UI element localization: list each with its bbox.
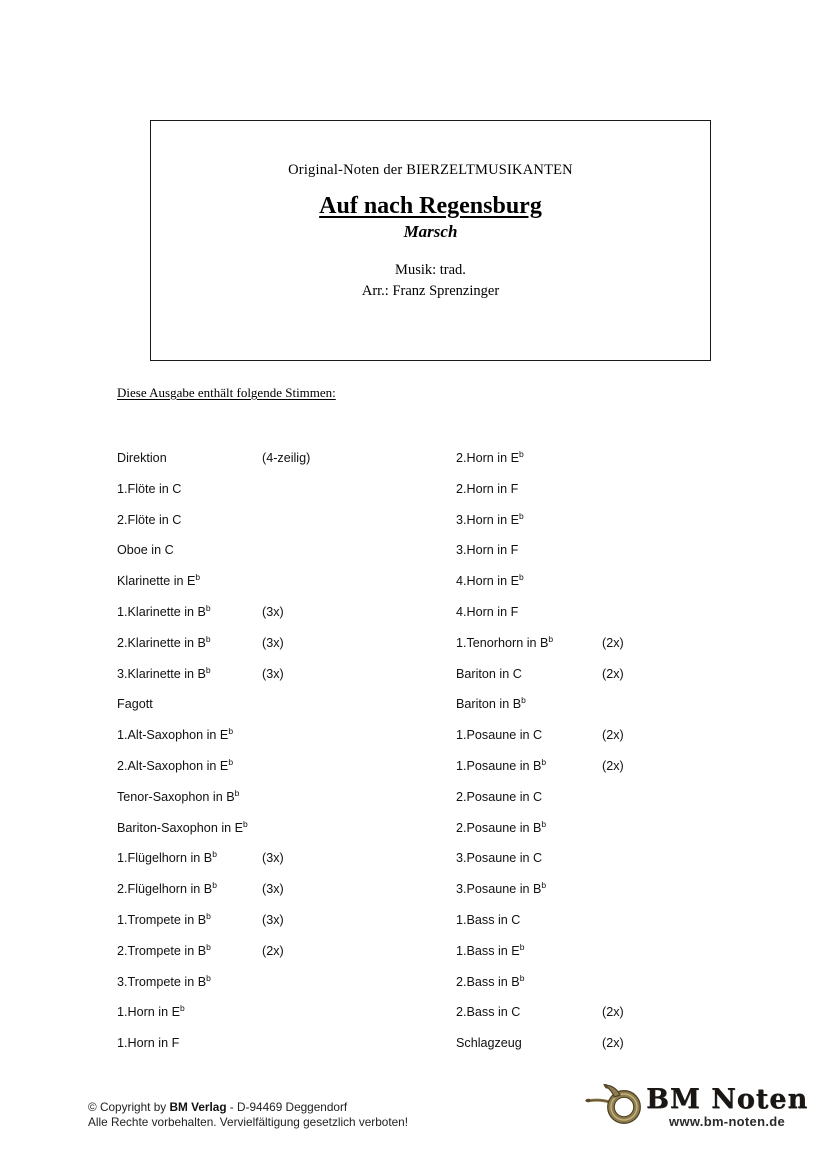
flat-superscript: b [195, 572, 201, 582]
part-label [117, 574, 262, 588]
part-row [456, 728, 796, 759]
flat-superscript: b [228, 725, 234, 736]
music-credit: Musik: trad. [395, 262, 466, 278]
part-row [117, 879, 456, 913]
part-note: (4-zeilig) [262, 451, 311, 465]
part-row [117, 818, 456, 852]
part-label [117, 941, 262, 958]
part-row [456, 448, 796, 482]
part-label [456, 879, 602, 897]
brass-horn-icon [584, 1084, 650, 1126]
flat-superscript: b [548, 633, 554, 644]
part-label-text: 2.Posaune in C [456, 789, 543, 804]
part-label [456, 510, 602, 527]
logo-url: www.bm-noten.de [669, 1114, 786, 1129]
part-label [117, 879, 262, 897]
part-label-text: 1.Horn in F [117, 1036, 180, 1051]
part-row [117, 513, 456, 544]
part-label [456, 543, 602, 557]
part-label [117, 543, 262, 557]
part-label-text: 3.Posaune in B [456, 882, 542, 897]
part-note: (3x) [262, 604, 284, 619]
part-label-text: 4.Horn in E [456, 574, 519, 589]
part-note: (3x) [262, 635, 284, 650]
parts-column-left [117, 451, 456, 1067]
footer-copyright [88, 1100, 408, 1129]
part-row [117, 574, 456, 605]
part-row [456, 1005, 796, 1036]
part-row [117, 756, 456, 790]
part-label-text: 2.Klarinette in B [117, 635, 206, 650]
part-label [117, 818, 262, 835]
part-label-text: 1.Posaune in B [456, 758, 542, 773]
flat-superscript: b [519, 972, 525, 983]
part-label-text: 2.Bass in B [456, 974, 520, 989]
part-label-text: 2.Posaune in B [456, 820, 542, 835]
flat-superscript: b [519, 572, 524, 582]
arranger-credit: Arr.: Franz Sprenzinger [361, 283, 500, 299]
part-label-text: 2.Horn in E [456, 451, 519, 465]
part-label-text: 1.Klarinette in B [117, 604, 206, 619]
bm-noten-logo [584, 1084, 808, 1129]
part-row [117, 697, 456, 728]
flat-superscript: b [243, 818, 248, 829]
part-label-text: Oboe in C [117, 543, 174, 558]
part-label-text: 1.Posaune in C [456, 728, 543, 743]
part-row [456, 790, 796, 821]
part-label [456, 728, 602, 742]
part-row [117, 972, 456, 1006]
part-label [456, 605, 602, 619]
part-label-text: Fagott [117, 697, 153, 712]
copyright-publisher: BM Verlag [169, 1100, 227, 1114]
part-label [456, 574, 602, 588]
part-row [117, 910, 456, 944]
part-label [117, 664, 262, 681]
logo-text-block [646, 1084, 808, 1129]
part-label-text: 1.Horn in E [117, 1005, 180, 1020]
flat-superscript: b [212, 849, 217, 860]
flat-superscript: b [206, 972, 211, 983]
part-note: (2x) [602, 1036, 624, 1051]
part-label [456, 482, 602, 496]
part-label [456, 448, 602, 465]
part-row [117, 851, 456, 882]
part-row [456, 574, 796, 605]
flat-superscript: b [234, 787, 240, 798]
work-title: Auf nach Regensburg [319, 193, 542, 219]
part-label-text: 3.Horn in E [456, 512, 519, 527]
parts-heading: Diese Ausgabe enthält folgende Stimmen: [117, 385, 336, 400]
part-row [117, 1036, 456, 1067]
part-row [117, 941, 456, 975]
part-label [456, 851, 602, 865]
part-row [456, 510, 796, 544]
part-label-text: 2.Flügelhorn in B [117, 882, 213, 897]
part-note: (2x) [602, 635, 624, 650]
part-row [456, 818, 796, 852]
part-label [456, 913, 602, 927]
flat-superscript: b [205, 602, 211, 613]
flat-superscript: b [541, 879, 547, 890]
part-label-text: 2.Alt-Saxophon in E [117, 758, 229, 773]
part-label-text: Schlagzeug [456, 1036, 522, 1051]
flat-superscript: b [519, 510, 524, 521]
part-label [456, 818, 602, 835]
part-label-text: 1.Bass in E [456, 943, 520, 958]
part-row [456, 697, 796, 728]
part-label [456, 941, 602, 958]
work-subtitle: Marsch [403, 222, 458, 241]
part-row [117, 633, 456, 667]
rights-line: Alle Rechte vorbehalten. Vervielfältigung gesetzlich verboten! [88, 1114, 409, 1129]
flat-superscript: b [205, 664, 211, 675]
part-row [117, 664, 456, 698]
part-row [456, 941, 796, 975]
part-label [456, 1036, 602, 1050]
part-label-text: Bariton in C [456, 666, 522, 681]
part-label-text: Klarinette in E [117, 574, 196, 589]
flat-superscript: b [206, 941, 211, 952]
part-note: (3x) [262, 912, 284, 927]
part-label-text: Tenor-Saxophon in B [117, 789, 235, 804]
publisher-line: Original-Noten der BIERZELTMUSIKANTEN [288, 162, 573, 178]
part-row [117, 543, 456, 574]
part-row [456, 879, 796, 913]
part-label-text: 2.Trompete in B [117, 943, 207, 958]
flat-superscript: b [541, 756, 547, 767]
part-label [117, 451, 262, 465]
part-row [117, 482, 456, 513]
part-label [117, 602, 262, 619]
flat-superscript: b [519, 941, 525, 952]
part-label [117, 482, 262, 496]
flat-superscript: b [519, 448, 524, 459]
part-label [117, 1005, 262, 1019]
part-label-text: 2.Horn in F [456, 481, 519, 496]
part-label-text: 2.Bass in C [456, 1005, 521, 1020]
part-row [117, 602, 456, 636]
part-row [456, 972, 796, 1006]
part-note: (3x) [262, 851, 284, 866]
part-row [456, 482, 796, 513]
part-label-text: 4.Horn in F [456, 604, 519, 619]
part-label [117, 787, 262, 804]
flat-superscript: b [206, 910, 211, 921]
part-label [117, 633, 262, 650]
parts-column-right [456, 448, 796, 1067]
part-row [456, 605, 796, 636]
copyright-line [88, 1100, 408, 1115]
part-label-text: 1.Trompete in B [117, 912, 207, 927]
part-note: (2x) [602, 758, 624, 773]
part-label [456, 1005, 602, 1019]
part-note: (2x) [602, 728, 624, 743]
part-row [456, 633, 796, 667]
part-label [117, 697, 262, 711]
part-note: (2x) [602, 1005, 624, 1020]
part-row [456, 913, 796, 944]
copyright-prefix: © Copyright by [88, 1100, 170, 1114]
part-note: (2x) [262, 943, 284, 958]
flat-superscript: b [212, 879, 217, 890]
title-box [150, 120, 711, 361]
part-label-text: Bariton-Saxophon in E [117, 820, 244, 835]
part-label-text: 3.Posaune in C [456, 851, 543, 866]
part-row [456, 543, 796, 574]
logo-name: BM Noten [646, 1084, 809, 1115]
part-label [117, 513, 262, 527]
part-row [456, 756, 796, 790]
part-label [117, 910, 262, 927]
part-label [117, 756, 262, 773]
part-label [456, 633, 602, 650]
flat-superscript: b [521, 695, 526, 706]
part-label-text: 3.Horn in F [456, 543, 519, 558]
part-row [117, 725, 456, 759]
flat-superscript: b [205, 633, 211, 644]
part-label-text: 1.Flügelhorn in B [117, 851, 213, 866]
flat-superscript: b [541, 818, 547, 829]
part-row [456, 667, 796, 698]
part-label-text: 1.Tenorhorn in B [456, 635, 549, 650]
part-label-text: 3.Klarinette in B [117, 666, 206, 681]
part-label [456, 697, 602, 711]
part-note: (2x) [602, 666, 624, 681]
flat-superscript: b [228, 756, 234, 767]
part-label-text: 3.Trompete in B [117, 974, 207, 989]
part-note: (3x) [262, 882, 284, 897]
parts-list [117, 448, 796, 1067]
part-row [117, 787, 456, 821]
part-label [117, 851, 262, 865]
part-row [117, 1005, 456, 1036]
part-row [456, 851, 796, 882]
part-label [456, 667, 602, 681]
part-label [456, 790, 602, 804]
part-label [456, 972, 602, 989]
part-label-text: 1.Alt-Saxophon in E [117, 728, 229, 743]
copyright-suffix: - D-94469 Deggendorf [226, 1100, 348, 1114]
part-label-text: 1.Bass in C [456, 912, 521, 927]
part-note: (3x) [262, 666, 284, 681]
part-label [117, 972, 262, 989]
part-row [456, 1036, 796, 1067]
part-label-text: Bariton in B [456, 697, 522, 712]
part-row [117, 451, 456, 482]
part-label-text: 2.Flöte in C [117, 512, 182, 527]
flat-superscript: b [180, 1003, 185, 1014]
part-label [456, 756, 602, 773]
part-label-text: Direktion [117, 451, 167, 465]
part-label [117, 1036, 262, 1050]
part-label [117, 725, 262, 743]
part-label-text: 1.Flöte in C [117, 481, 182, 496]
